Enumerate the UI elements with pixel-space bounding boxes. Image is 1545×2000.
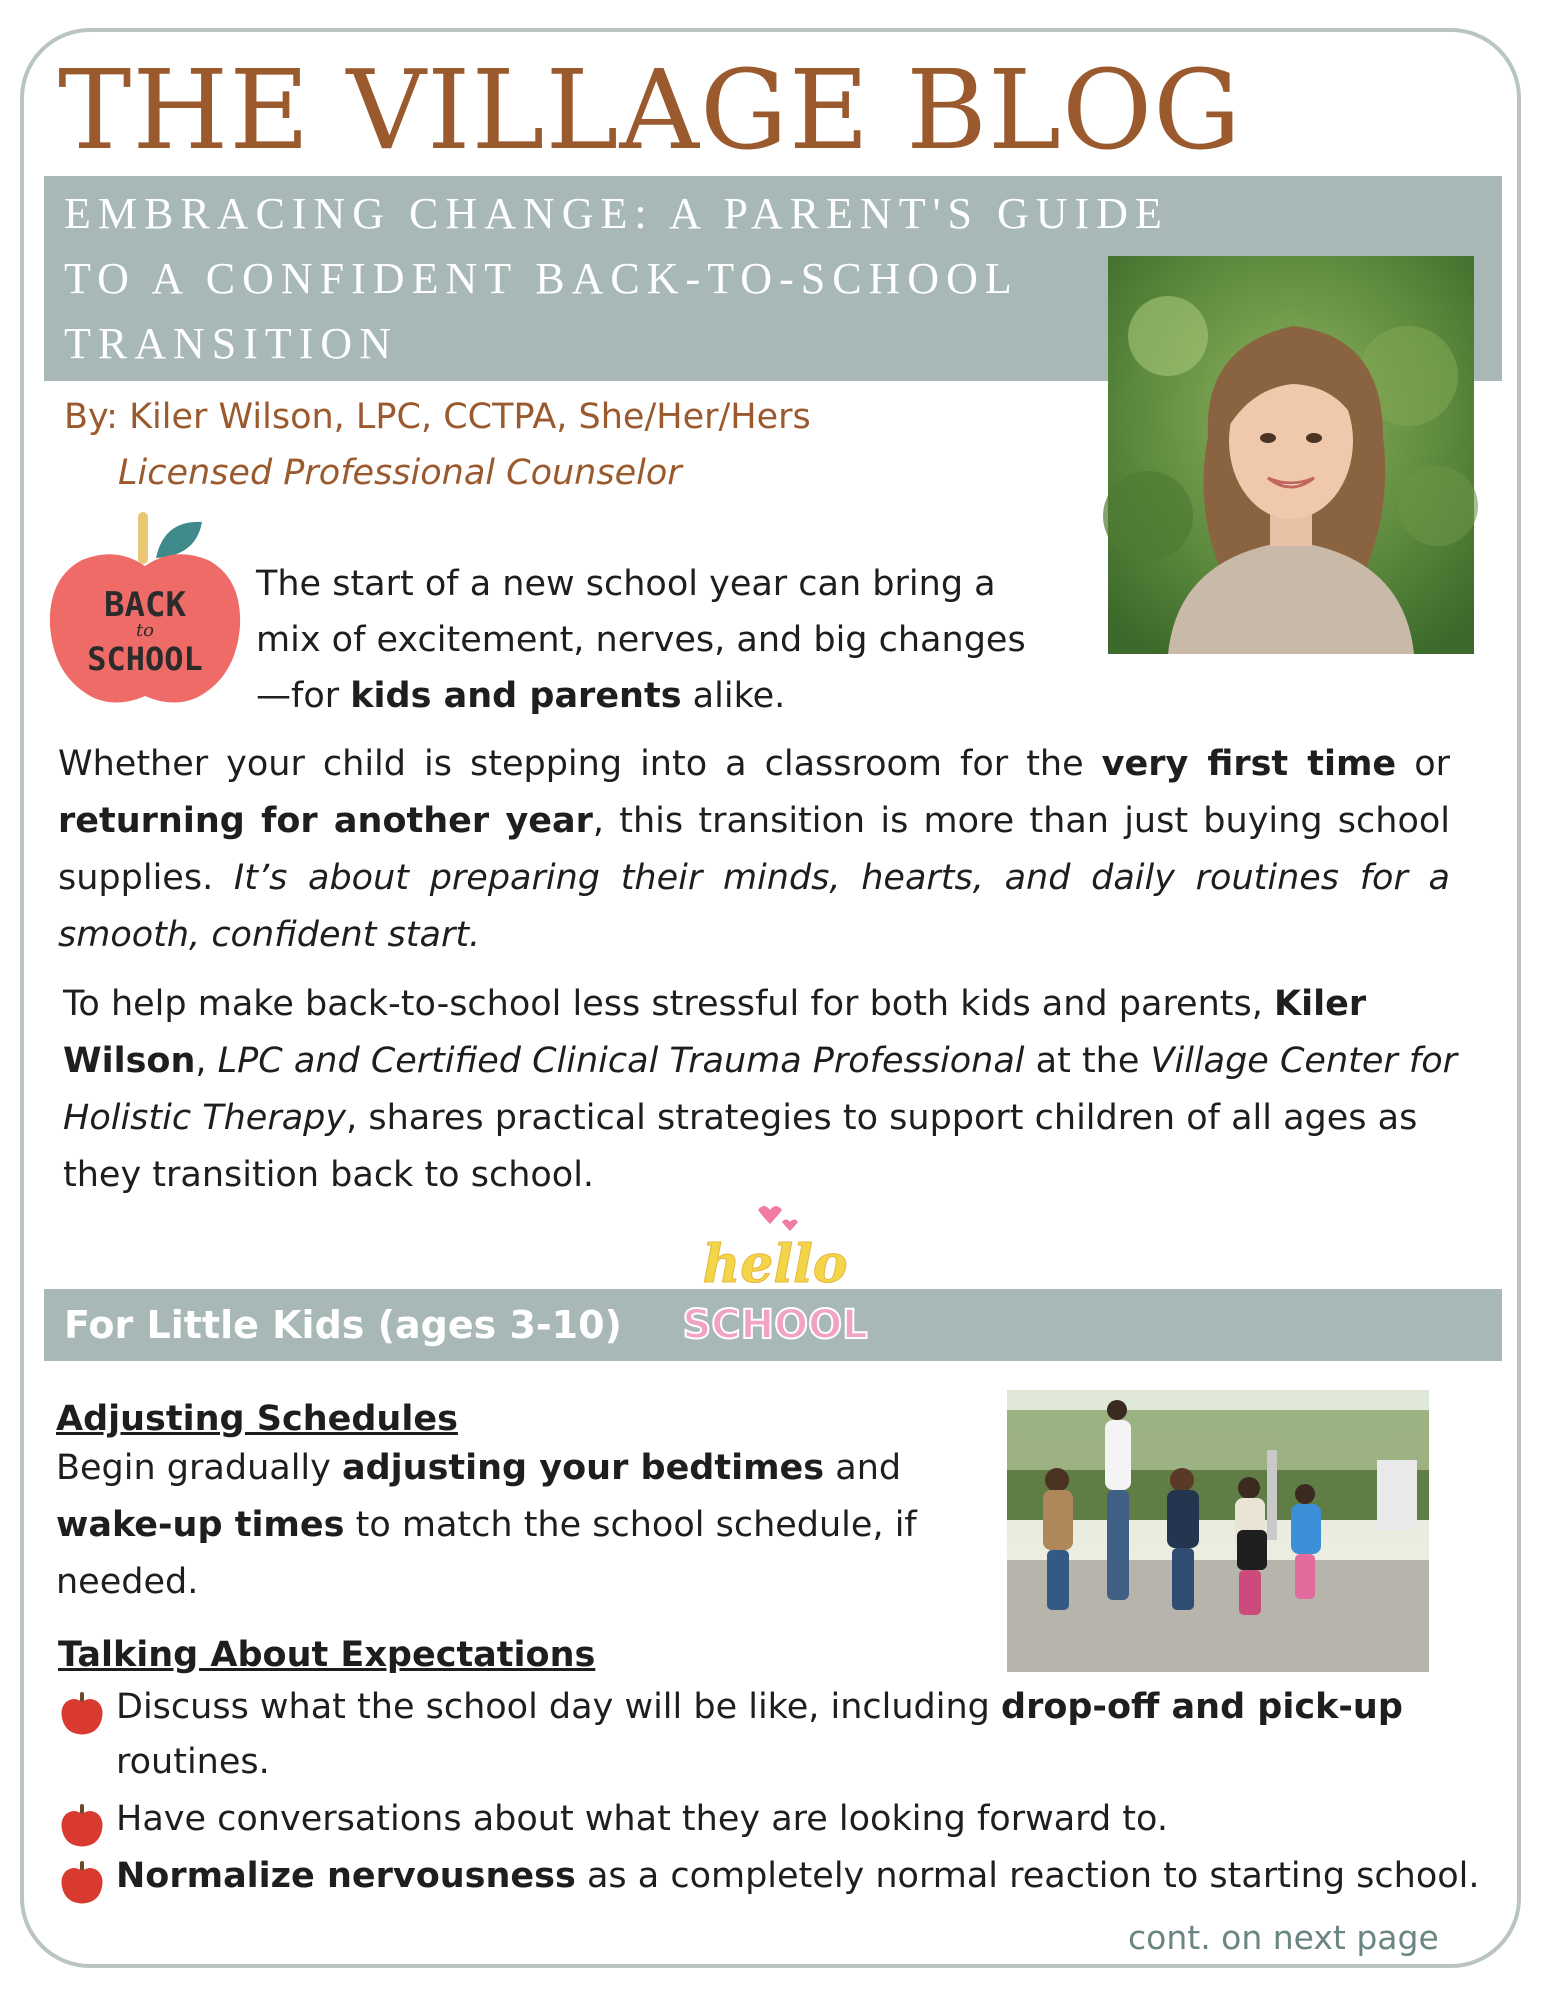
apple-icon [46,508,244,708]
list-item: Normalize nervousness as a completely normal reaction to starting school. [60,1849,1480,1904]
hello-sticker-line2: SCHOOL [682,1302,868,1348]
list-item: Discuss what the school day will be like, including drop-off and pick-up routines. [60,1680,1480,1790]
author-credential: Licensed Professional Counselor [118,453,682,493]
author-portrait [1108,256,1474,654]
apple-badge-line1: BACK [104,585,186,625]
apple-badge-line2: to [135,620,155,641]
kids-walking-image [1007,1390,1429,1672]
section-title: For Little Kids (ages 3-10) [64,1303,622,1347]
author-portrait-image [1108,256,1474,654]
hello-school-icon [682,1200,868,1354]
kids-walking-photo [1007,1390,1429,1672]
adjusting-schedules-heading: Adjusting Schedules [56,1399,458,1439]
hello-school-sticker [682,1200,868,1354]
list-item: Have conversations about what they are looking forward to. [60,1792,1480,1847]
talking-expectations-heading: Talking About Expectations [58,1635,596,1675]
hello-sticker-line1: hello [702,1234,848,1295]
apple-badge-line3: SCHOOL [87,640,203,678]
apple-bullet-icon [60,1859,104,1905]
transition-paragraph: Whether your child is stepping into a classroom for the very first time or returning for another year, this transition is more than just buying school supplies. It’s about preparing their minds, hearts, and daily routines for a smooth, confident start. [58,744,1451,955]
adjusting-schedules-paragraph: Begin gradually adjusting your bedtimes and wake-up times to match the school schedule, if needed. [56,1448,917,1602]
apple-bullet-icon [60,1802,104,1848]
article-headline: EMBRACING CHANGE: A PARENT'S GUIDE TO A CONFIDENT BACK-TO-SCHOOL TRANSITION [64,189,1169,368]
expert-paragraph: To help make back-to-school less stressful for both kids and parents, Kiler Wilson, LPC and Certified Clinical Trauma Professional at the Village Center for Holistic Therapy, shares practical strategies to support children of all ages as they transition back to school. [63,984,1458,1195]
intro-paragraph: The start of a new school year can bring a mix of excitement, nerves, and big changes—for kids and parents alike. [256,564,1026,716]
continued-note: cont. on next page [1128,1918,1439,1957]
back-to-school-apple [46,508,244,708]
apple-bullet-icon [60,1690,104,1736]
expectations-list [60,1680,1480,1904]
blog-title: THE VILLAGE BLOG [58,46,1243,174]
article-byline: By: Kiler Wilson, LPC, CCTPA, She/Her/Hers [64,397,811,437]
